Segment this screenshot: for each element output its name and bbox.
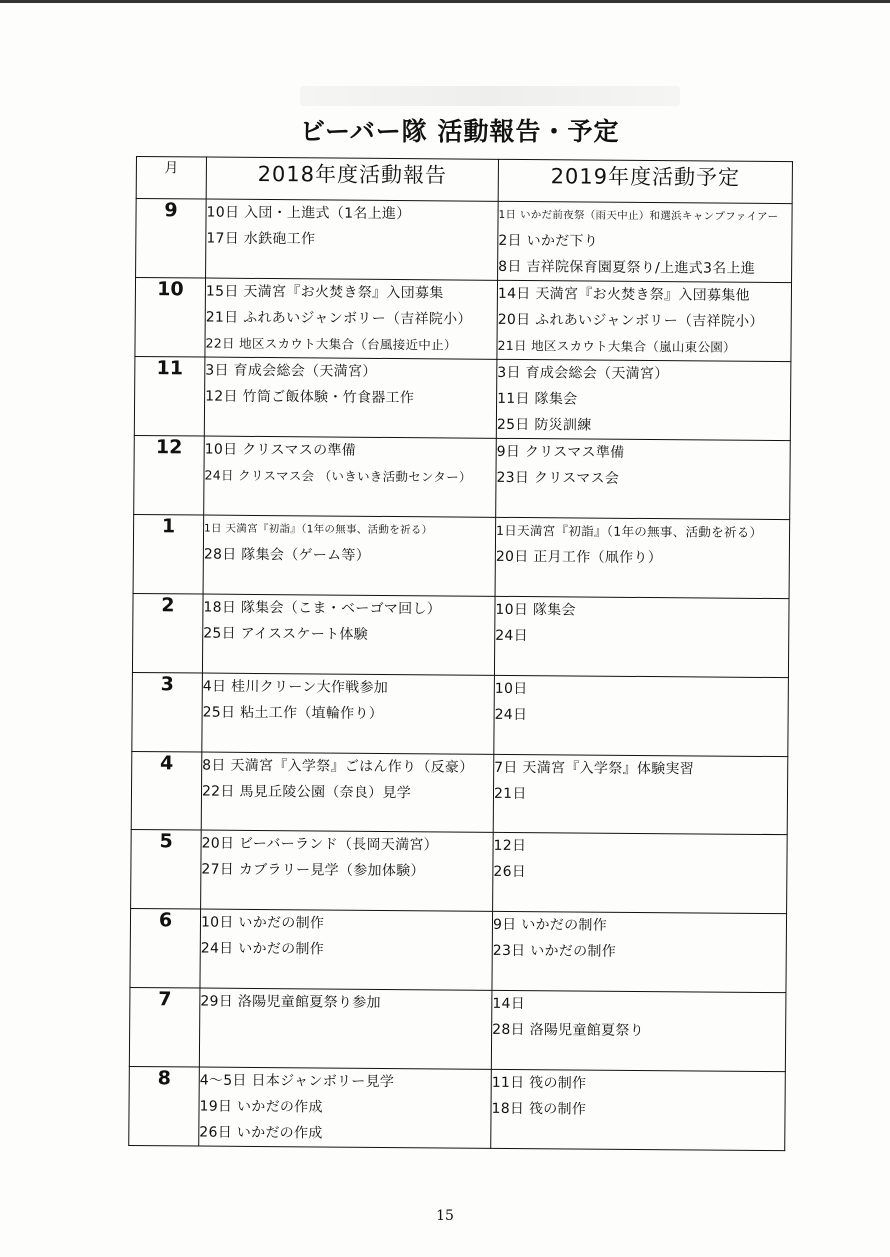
activity-entry: 19日 いかだの作成 (199, 1098, 323, 1116)
activity-entry: 28日 隊集会（ゲーム等） (203, 546, 371, 564)
activity-entry: 27日 カブラリー見学（参加体験） (201, 861, 425, 880)
table-row (134, 435, 791, 519)
table-row (132, 593, 789, 677)
month-cell: 10 (135, 278, 206, 358)
activity-entry: 25日 粘土工作（埴輪作り） (202, 704, 384, 722)
activity-entry: 1日天満宮『初詣』（1年の無事、活動を祈る） (496, 522, 763, 540)
report-2018-cell (201, 752, 494, 833)
activity-entry: 26日 (493, 864, 527, 881)
plan-2019-cell (494, 596, 789, 677)
activity-entry: 25日 アイススケート体験 (203, 625, 369, 643)
table-row (129, 988, 786, 1072)
table-row (130, 909, 787, 993)
activity-entry: 20日 ビーバーランド（長岡天満宮） (201, 835, 439, 854)
activity-entry: 10日 クリスマスの準備 (204, 441, 357, 459)
plan-2019-cell (496, 438, 791, 519)
month-cell: 1 (133, 514, 204, 593)
activity-entry: 28日 洛陽児童館夏祭り (492, 1022, 645, 1040)
plan-2019-cell (498, 201, 793, 282)
activity-entry: 8日 吉祥院保育園夏祭り/上進式3名上進 (498, 258, 756, 277)
table-row (129, 1067, 786, 1151)
month-cell: 8 (129, 1067, 200, 1147)
month-cell: 9 (136, 199, 207, 279)
activity-entry: 4日 桂川クリーン大作戦参加 (202, 678, 389, 696)
activity-entry: 22日 馬見丘陵公園（奈良）見学 (201, 783, 412, 801)
activity-entry: 1日 いかだ前夜祭（雨天中止）和選浜キャンプファイアー (498, 208, 779, 224)
activity-entry: 17日 水鉄砲工作 (206, 230, 316, 248)
activity-entry: 14日 天満宮『お火焚き祭』入団募集他 (497, 285, 750, 304)
activity-entry: 12日 竹筒ご飯体験・竹食器工作 (205, 388, 415, 407)
report-2018-cell (202, 594, 495, 675)
report-2018-cell (201, 830, 494, 911)
report-2018-cell (204, 357, 497, 438)
activity-entry: 23日 いかだの制作 (492, 943, 617, 961)
plan-2019-cell (491, 1069, 786, 1150)
report-2018-cell (205, 278, 498, 359)
activity-entry: 21日 ふれあいジャンボリー（吉祥院小） (205, 309, 472, 328)
activity-entry: 23日 クリスマス会 (496, 469, 620, 487)
plan-2019-cell (494, 675, 789, 756)
activity-entry: 12日 (493, 838, 527, 855)
table-header-row (136, 157, 792, 204)
page-title: ビーバー隊 活動報告・予定 (300, 117, 620, 146)
month-cell: 11 (134, 356, 205, 436)
activity-entry: 3日 育成会総会（天満宮） (497, 364, 669, 383)
activity-entry: 10日 (494, 680, 528, 697)
activity-entry: 25日 防災訓練 (496, 416, 592, 434)
activity-table (128, 156, 793, 1151)
table-row (131, 751, 788, 835)
activity-entry: 24日 (494, 706, 528, 723)
activity-entry: 29日 洛陽児童館夏祭り参加 (200, 993, 381, 1012)
show-through-text (300, 86, 680, 106)
table-row (131, 830, 788, 914)
activity-entry: 11日 筏の制作 (491, 1074, 587, 1092)
page-number: 15 (436, 1208, 454, 1224)
month-cell: 3 (132, 672, 203, 751)
table-row (133, 514, 790, 598)
month-cell: 5 (131, 830, 202, 909)
activity-entry: 20日 正月工作（凧作り） (495, 548, 663, 567)
month-cell: 2 (132, 593, 203, 672)
plan-2019-cell (493, 833, 788, 914)
report-2018-cell (203, 515, 496, 596)
activity-entry: 2日 いかだ下り (498, 232, 599, 250)
activity-entry: 22日 地区スカウト大集合（台風接近中止） (205, 335, 457, 353)
table-row (132, 672, 789, 756)
activity-entry: 3日 育成会総会（天満宮） (205, 362, 377, 380)
plan-2019-cell (496, 359, 791, 440)
scan-top-edge (0, 0, 890, 3)
report-2018-cell (206, 199, 499, 280)
report-2018-cell (200, 909, 493, 990)
report-2018-cell (199, 988, 492, 1069)
activity-entry: 8日 天満宮『入学祭』ごはん作り（反豪） (202, 757, 474, 776)
activity-entry: 4～5日 日本ジャンボリー見学 (199, 1072, 395, 1091)
activity-entry: 11日 隊集会 (497, 390, 578, 408)
month-cell: 12 (134, 435, 205, 514)
activity-entry: 26日 いかだの作成 (199, 1124, 323, 1142)
activity-entry: 10日 入団・上進式（1名上進） (206, 204, 411, 223)
plan-2019-cell (491, 991, 786, 1072)
plan-2019-cell (497, 280, 792, 361)
month-cell: 7 (129, 988, 200, 1067)
report-2018-column-header: 2018年度活動報告 (206, 157, 498, 201)
plan-2019-column-header: 2019年度活動予定 (498, 159, 792, 203)
activity-entry: 18日 筏の制作 (491, 1100, 587, 1118)
month-cell: 4 (131, 751, 202, 830)
plan-2019-cell (493, 754, 788, 835)
activity-entry: 14日 (492, 996, 526, 1013)
activity-entry: 18日 隊集会（こま・ベーゴマ回し） (203, 599, 442, 618)
report-2018-cell (202, 673, 495, 754)
table-row (135, 278, 792, 362)
activity-entry: 24日 クリスマス会 （いきいき活動センター） (204, 467, 472, 485)
activity-entry: 10日 隊集会 (495, 601, 576, 619)
report-2018-cell (204, 436, 497, 517)
activity-entry: 1日 天満宮『初詣』（1年の無事、活動を祈る） (204, 522, 433, 537)
table-row (136, 199, 793, 283)
activity-entry: 10日 いかだの制作 (200, 914, 325, 932)
month-column-header: 月 (136, 157, 206, 200)
activity-entry: 15日 天満宮『お火焚き祭』入団募集 (205, 283, 444, 302)
plan-2019-cell (495, 517, 790, 598)
activity-entry: 21日 (493, 785, 527, 802)
activity-entry: 7日 天満宮『入学祭』体験実習 (494, 759, 695, 777)
activity-entry: 9日 クリスマス準備 (496, 443, 625, 461)
report-2018-cell (199, 1067, 492, 1148)
activity-entry: 24日 いかだの制作 (200, 940, 325, 958)
month-cell: 6 (130, 909, 201, 988)
activity-entry: 24日 (495, 627, 529, 644)
activity-entry: 21日 地区スカウト大集合（嵐山東公園） (497, 337, 736, 355)
activity-entry: 9日 いかだの制作 (492, 917, 608, 935)
table-row (134, 356, 791, 440)
activity-entry: 20日 ふれあいジャンボリー（吉祥院小） (497, 311, 764, 330)
plan-2019-cell (492, 912, 787, 993)
